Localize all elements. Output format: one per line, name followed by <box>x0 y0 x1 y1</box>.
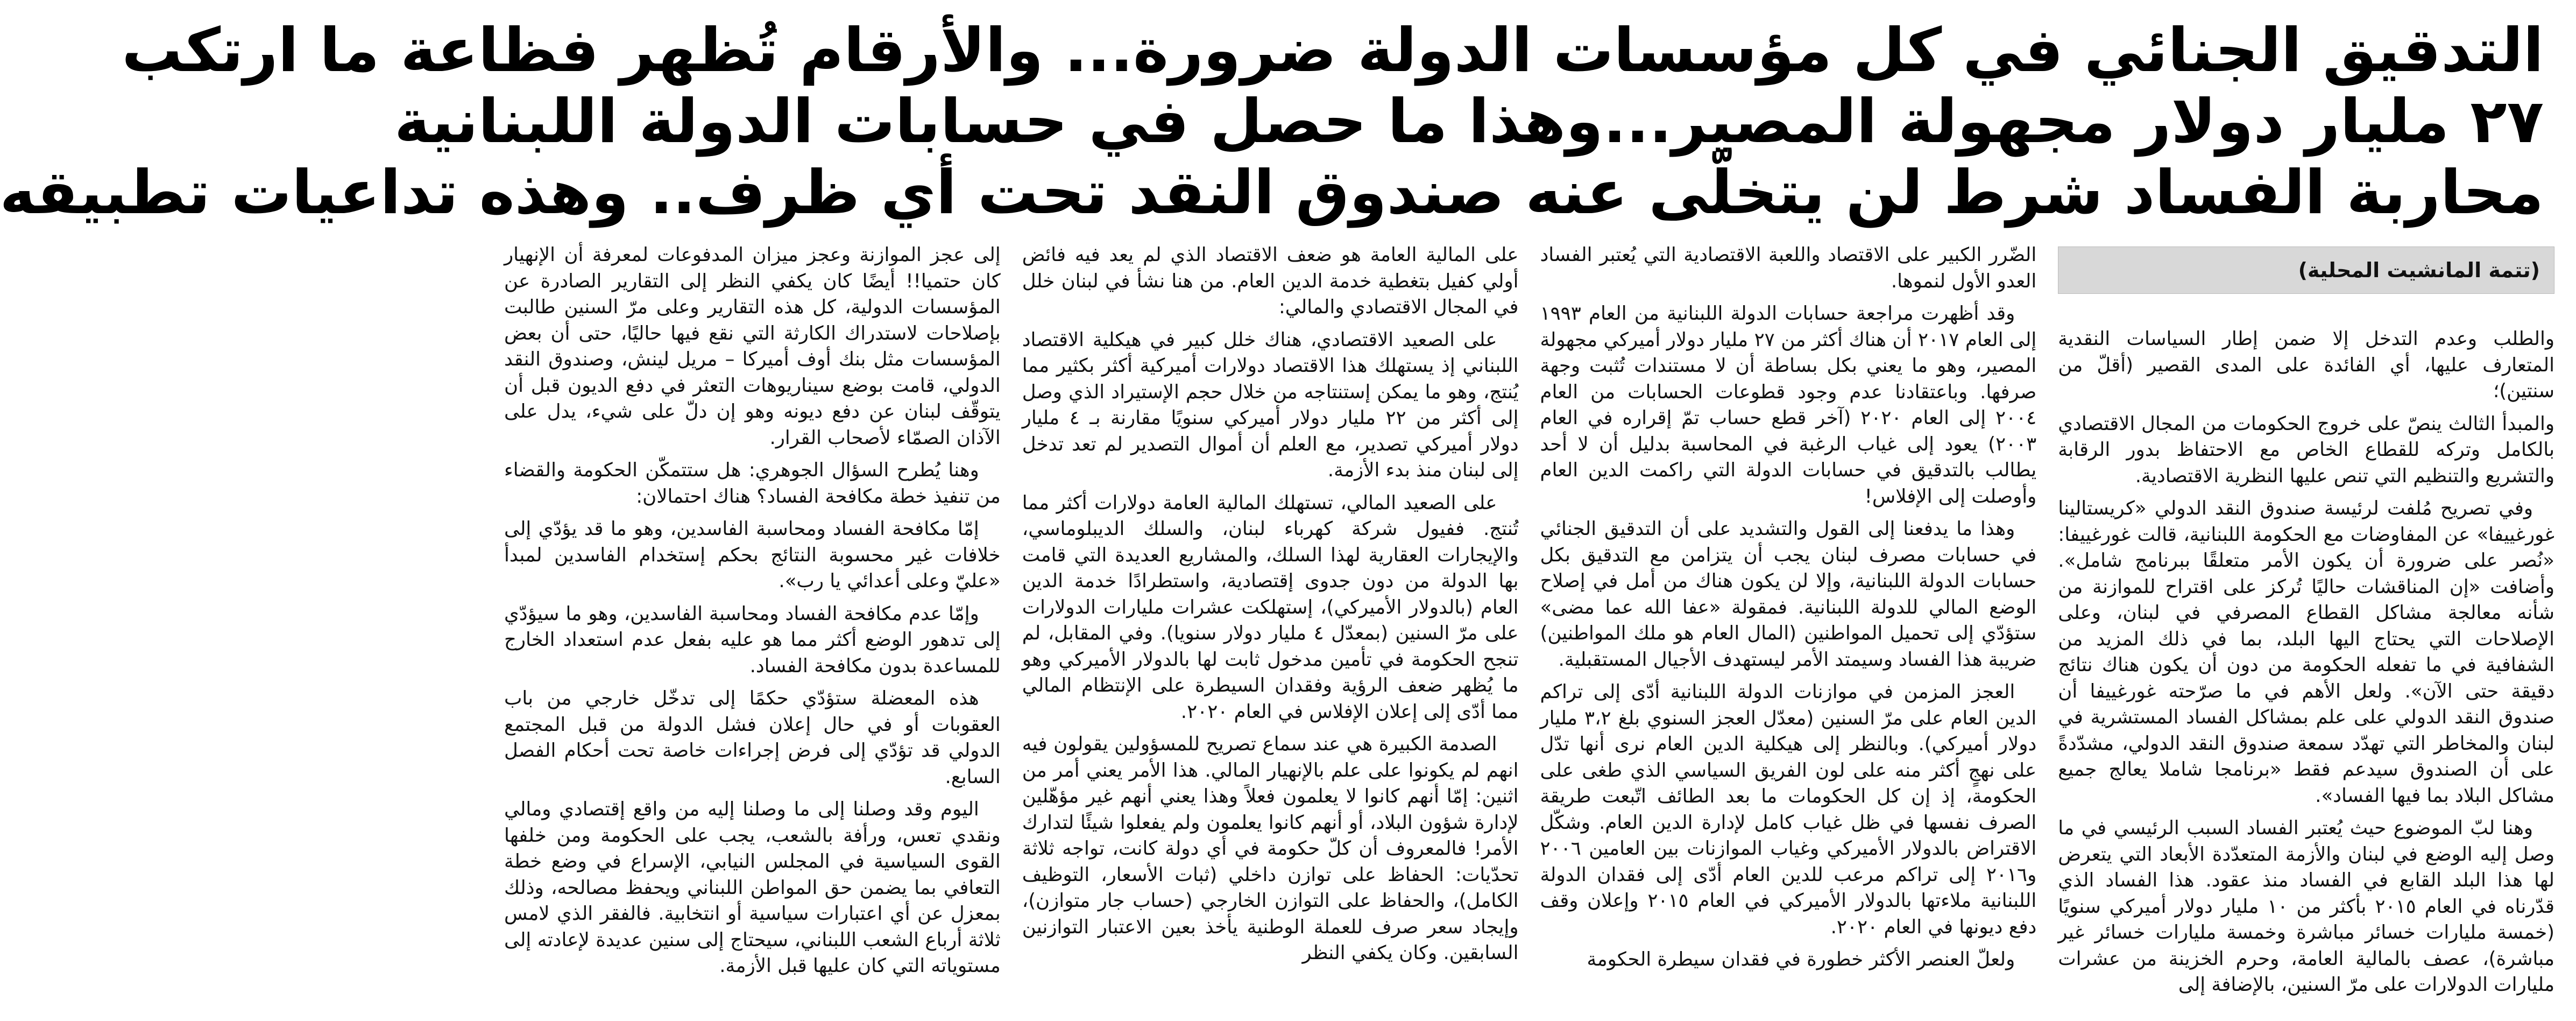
headline-line-2: ٢٧ مليار دولار مجهولة المصير...وهذا ما حصل في حسابات الدولة اللبنانية <box>394 87 2544 157</box>
paragraph: الضّرر الكبير على الاقتصاد واللعبة الاقتصادية التي يُعتبر الفساد العدو الأول لنموها. <box>1540 244 2037 292</box>
headline-line-1: التدقيق الجنائي في كل مؤسسات الدولة ضرورة... والأرقام تُظهر فظاعة ما ارتكب <box>122 16 2544 86</box>
paragraph: وهنا يُطرح السؤال الجوهري: هل ستتمكّن الحكومة والقضاء من تنفيذ خطة مكافحة الفساد؟ هناك احتمالان: <box>504 459 1001 508</box>
column-4 <box>504 242 1001 1010</box>
paragraph: وإمّا عدم مكافحة الفساد ومحاسبة الفاسدين، وهو ما سيؤدّي إلى تدهور الوضع أكثر مما هو عليه بفعل عدم استعداد الخارج للمساعدة بدون مكافحة الفساد. <box>504 602 1001 677</box>
paragraph: على المالية العامة هو ضعف الاقتصاد الذي لم يعد فيه فائض أولي كفيل بتغطية خدمة الدين العام. من هنا نشأ في لبنان خلل في المجال الاقتصادي والمالي: <box>1022 244 1519 318</box>
paragraph: إمّا مكافحة الفساد ومحاسبة الفاسدين، وهو ما قد يؤدّي إلى خلافات غير محسوبة النتائج بحكم إستخدام الفاسدين لمبدأ «عليّ وعلى أعدائي يا رب». <box>504 518 1001 592</box>
paragraph: والطلب وعدم التدخل إلا ضمن إطار السياسات النقدية المتعارف عليها، أي الفائدة على المدى القصير (أقلّ من سنتين)؛ <box>2058 328 2554 402</box>
paragraph: وقد أظهرت مراجعة حسابات الدولة اللبنانية من العام ١٩٩٣ إلى العام ٢٠١٧ أن هناك أكثر من ٢٧ مليار دولار أميركي مجهولة المصير، وهو ما يعني بكل بساطة أن لا مستندات تُثبت وجهة صرفها. وباعتقادنا عدم وجود قطوعات الحسابات من العام ٢٠٠٤ إلى العام ٢٠٢٠ (آخر قطع حساب تمّ إقراره في العام ٢٠٠٣) يعود إلى غياب الرغبة في المحاسبة بدليل أن لا أحد يطالب بالتدقيق في حسابات الدولة التي راكمت الدين العام وأوصلت إلى الإفلاس! <box>1540 302 2037 508</box>
paragraph: هذه المعضلة ستؤدّي حكمًا إلى تدخّل خارجي من باب العقوبات أو في حال إعلان فشل الدولة من قبل المجتمع الدولي قد تؤدّي إلى فرض إجراءات خاصة تحت أحكام الفصل السابع. <box>504 687 1001 788</box>
article-columns <box>504 242 2554 1010</box>
paragraph: وهنا لبّ الموضوع حيث يُعتبر الفساد السبب الرئيسي في ما وصل إليه الوضع في لبنان والأزمة المتعدّدة الأبعاد التي يتعرض لها هذا البلد القابع في الفساد منذ عقود. هذا الفساد الذي قدّرناه في العام ٢٠١٥ بأكثر من ١٠ مليار دولار أميركي سنويًا (خمسة مليارات خسائر مباشرة وخمسة مليارات خسائر غير مباشرة)، عصف بالمالية العامة، وحرم الخزينة من عشرات مليارات الدولارات على مرّ السنين، بالإضافة إلى <box>2058 817 2554 996</box>
column-3 <box>1022 242 1519 1010</box>
paragraph: اليوم وقد وصلنا إلى ما وصلنا إليه من واقع إقتصادي ومالي ونقدي تعس، ورأفة بالشعب، يجب على الحكومة ومن خلفها القوى السياسية في المجلس النيابي، الإسراع في وضع خطة التعافي بما يضمن حق المواطن اللبناني ويحفظ مصالحه، وذلك بمعزل عن أي اعتبارات سياسية أو انتخابية. فالفقر الذي لامس ثلاثة أرباع الشعب اللبناني، سيحتاج إلى سنين عديدة لإعادته إلى مستوياته التي كان عليها قبل الأزمة. <box>504 798 1001 977</box>
headline <box>0 15 2544 230</box>
column-1 <box>2058 242 2554 1010</box>
paragraph: على الصعيد المالي، تستهلك المالية العامة دولارات أكثر مما تُنتج. ففيول شركة كهرباء لبنان، والسلك الديبلوماسي، والإيجارات العقارية لهذا السلك، والمشاريع العديدة التي قامت بها الدولة من دون جدوى إقتصادية، واستطرادًا خدمة الدين العام (بالدولار الأميركي)، إستهلكت عشرات مليارات الدولارات على مرّ السنين (بمعدّل ٤ مليار دولار سنويا). وفي المقابل، لم تنجح الحكومة في تأمين مدخول ثابت لها بالدولار الأميركي وهو ما يُظهر ضعف الرؤية وفقدان السيطرة على الإنتظام المالي مما أدّى إلى إعلان الإفلاس في العام ٢٠٢٠. <box>1022 491 1519 723</box>
paragraph: العجز المزمن في موازنات الدولة اللبنانية أدّى إلى تراكم الدين العام على مرّ السنين (معدّل العجز السنوي بلغ ٣،٢ مليار دولار أميركي). وبالنظر إلى هيكلية الدين العام نرى أنها تدّل على نهجٍ أكثر منه على لون الفريق السياسي الذي طغى على الحكومة، إذ إن كل الحكومات ما بعد الطائف اتّبعت طريقة الصرف نفسها في ظل غياب كامل لإدارة الدين العام. وشكّل الاقتراض بالدولار الأميركي وغياب الموازنات بين العامين ٢٠٠٦ و٢٠١٦ إلى تراكم مرعب للدين العام أدّى إلى فقدان الدولة اللبنانية ملاءتها بالدولار الأميركي في العام ٢٠١٥ وإعلان وقف دفع ديونها في العام ٢٠٢٠. <box>1540 681 2037 938</box>
column-2 <box>1540 242 2037 1010</box>
paragraph: على الصعيد الاقتصادي، هناك خلل كبير في هيكلية الاقتصاد اللبناني إذ يستهلك هذا الاقتصاد دولارات أميركية أكثر بكثير مما يُنتج، وهو ما يمكن إستنتاجه من خلال حجم الإستيراد الذي وصل إلى أكثر من ٢٢ مليار دولار أميركي سنويًا مقارنة بـ ٤ مليار دولار أميركي تصدير، مع العلم أن أموال التصدير لم تعد تدخل إلى لبنان منذ بدء الأزمة. <box>1022 328 1519 481</box>
paragraph: ولعلّ العنصر الأكثر خطورة في فقدان سيطرة الحكومة <box>1587 948 2015 970</box>
paragraph: إلى عجز الموازنة وعجز ميزان المدفوعات لمعرفة أن الإنهيار كان حتميا!! أيضًا كان يكفي النظر إلى التقارير الصادرة عن المؤسسات الدولية، كل هذه التقارير وعلى مرّ السنين طالبت بإصلاحات لاستدراك الكارثة التي نقع فيها حاليًا، حتى أن بعض المؤسسات مثل بنك أوف أميركا – مريل لينش، وصندوق النقد الدولي، قامت بوضع سيناريوهات التعثر في دفع الديون قبل أن يتوقّف لبنان عن دفع ديونه وهو إن دلّ على شيء، يدل على الآذان الصمّاء لأصحاب القرار. <box>504 244 1001 449</box>
paragraph: وهذا ما يدفعنا إلى القول والتشديد على أن التدقيق الجنائي في حسابات مصرف لبنان يجب أن يتزامن مع التدقيق بكل حسابات الدولة اللبنانية، وإلا لن يكون هناك من أمل في إصلاح الوضع المالي للدولة اللبنانية. فمقولة «عفا الله عما مضى» ستؤدّي إلى تحميل المواطنين (المال العام هو ملك المواطنين) ضريبة هذا الفساد وسيمتد الأمر ليستهدف الأجيال المستقبلية. <box>1540 518 2037 671</box>
headline-line-3: محاربة الفساد شرط لن يتخلّى عنه صندوق النقد تحت أي ظرف.. وهذه تداعيات تطبيقه <box>0 158 2544 228</box>
section-label: (تتمة المانشيت المحلية) <box>2058 247 2554 294</box>
paragraph: وفي تصريح مُلفت لرئيسة صندوق النقد الدولي «كريستالينا غورغييفا» عن المفاوضات مع الحكومة اللبنانية، قالت غورغييفا: «نُصر على ضرورة أن يكون الأمر متعلقًا ببرنامج شامل». وأضافت «إن المناقشات حاليًا تُركز على اقتراح للموازنة من شأنه معالجة مشاكل القطاع المصرفي في لبنان، وعلى الإصلاحات التي يحتاج اليها البلد، بما في ذلك المزيد من الشفافية في ما تفعله الحكومة من دون أن يكون هناك نتائج دقيقة حتى الآن». ولعل الأهم في ما صرّحته غورغييفا أن صندوق النقد الدولي على علم بمشاكل الفساد المستشرية في لبنان والمخاطر التي تهدّد سمعة صندوق النقد الدولي، مشدّدةً على أن الصندوق سيدعم فقط «برنامجا شاملا يعالج جميع مشاكل البلاد بما فيها الفساد». <box>2058 497 2554 807</box>
paragraph: الصدمة الكبيرة هي عند سماع تصريح للمسؤولين يقولون فيه انهم لم يكونوا على علم بالإنهيار المالي. هذا الأمر يعني أمر من اثنين: إمّا أنهم كانوا لا يعلمون فعلاً وهذا يعني أنهم غير مؤهّلين لإدارة شؤون البلاد، أو أنهم كانوا يعلمون ولم يفعلوا شيئًا لتدارك الأمر! فالمعروف أن كلّ حكومة في أي دولة كانت، تواجه ثلاثة تحدّيات: الحفاظ على توازن داخلي (ثبات الأسعار، التوظيف الكامل)، والحفاظ على التوازن الخارجي (حساب جار متوازن)، وإيجاد سعر صرف للعملة الوطنية يأخذ بعين الاعتبار التوازنين السابقين. وكان يكفي النظر <box>1022 733 1519 964</box>
paragraph: والمبدأ الثالث ينصّ على خروج الحكومات من المجال الاقتصادي بالكامل وتركه للقطاع الخاص مع الاحتفاظ بدور الرقابة والتشريع والتنظيم التي تنص عليها النظرية الاقتصادية. <box>2058 412 2554 487</box>
